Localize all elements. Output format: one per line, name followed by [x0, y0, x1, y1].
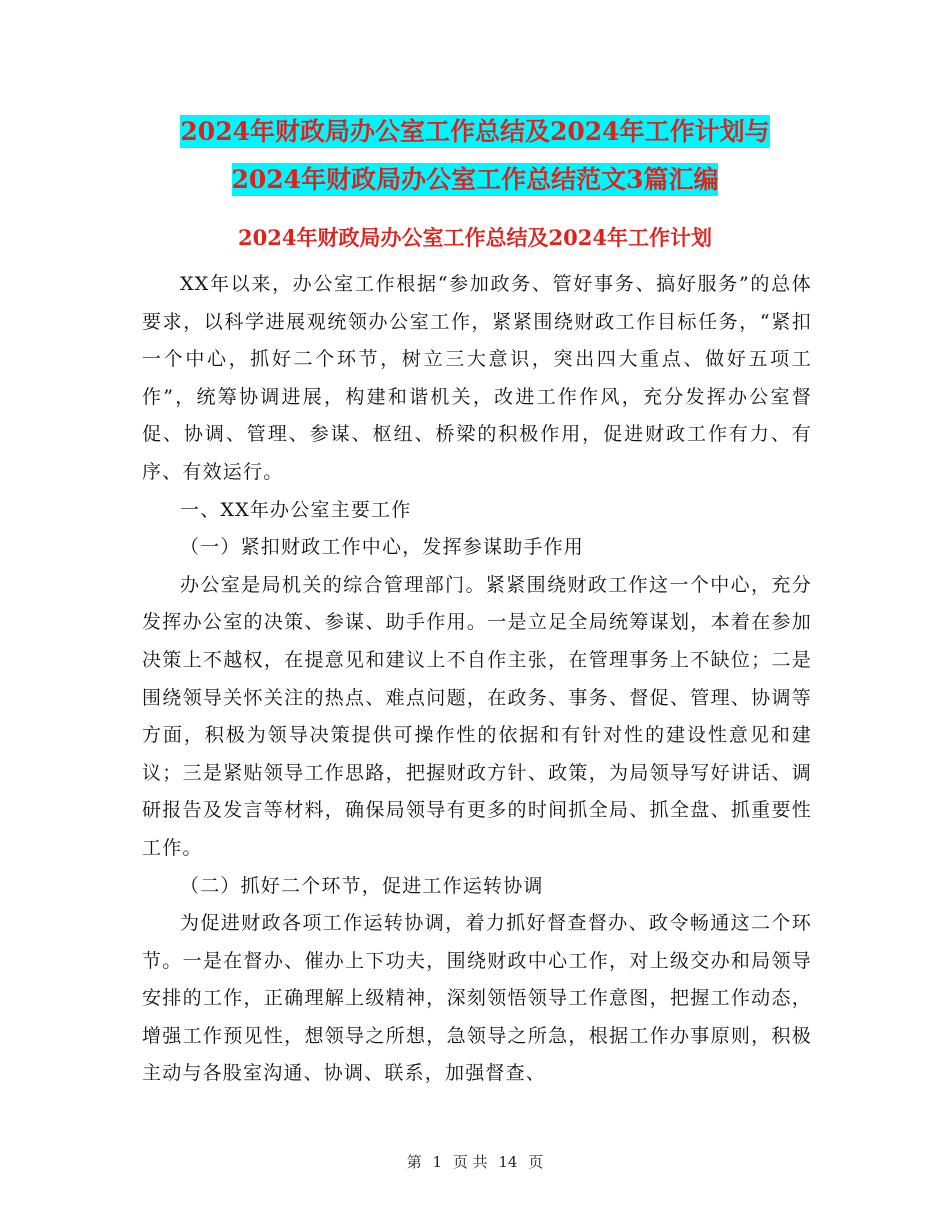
- footer-page-number: 1: [432, 1153, 443, 1171]
- footer-mid: 页 共: [452, 1153, 488, 1171]
- document-title: [100, 108, 850, 204]
- document-title-line-1: 2024年财政局办公室工作总结及2024年工作计划与: [180, 117, 770, 146]
- heading-section-1: 一、XX年办公室主要工作: [180, 498, 412, 521]
- page-footer: [0, 1151, 950, 1172]
- section-title: 2024年财政局办公室工作总结及2024年工作计划: [238, 225, 712, 250]
- footer-total-pages: 14: [498, 1153, 518, 1171]
- document-body: [142, 266, 812, 1093]
- paragraph-subsection-2: 为促进财政各项工作运转协调，着力抓好督查督办、政令畅通这二个环节。一是在督办、催办上下功夫，围绕财政中心工作，对上级交办和局领导安排的工作，正确理解上级精神，深刻领悟领导工作意图，把握工作动态，增强工作预见性，想领导之所想，急领导之所急，根据工作办事原则，积极主动与各股室沟通、协调、联系，加强督查、: [142, 912, 812, 1085]
- paragraph-subsection-1: 办公室是局机关的综合管理部门。紧紧围绕财政工作这一个中心，充分发挥办公室的决策、参谋、助手作用。一是立足全局统筹谋划，本着在参加决策上不越权，在提意见和建议上不自作主张，在管理事务上不缺位；二是围绕领导关怀关注的热点、难点问题，在政务、事务、督促、管理、协调等方面，积极为领导决策提供可操作性的依据和有针对性的建设性意见和建议；三是紧贴领导工作思路，把握财政方针、政策，为局领导写好讲话、调研报告及发言等材料，确保局领导有更多的时间抓全局、抓全盘、抓重要性工作。: [142, 573, 812, 859]
- footer-prefix: 第: [406, 1153, 422, 1171]
- footer-suffix: 页: [528, 1153, 544, 1171]
- document-title-line-2: 2024年财政局办公室工作总结范文3篇汇编: [231, 165, 719, 194]
- heading-subsection-2: （二）抓好二个环节，促进工作运转协调: [180, 874, 544, 897]
- heading-subsection-1: （一）紧扣财政工作中心，发挥参谋助手作用: [180, 536, 585, 559]
- paragraph-intro: XX年以来，办公室工作根据“参加政务、管好事务、搞好服务”的总体要求，以科学进展观统领办公室工作，紧紧围绕财政工作目标任务，“紧扣一个中心，抓好二个环节，树立三大意识，突出四大重点、做好五项工作”，统筹协调进展，构建和谐机关，改进工作作风，充分发挥办公室督促、协调、管理、参谋、枢纽、桥梁的积极作用，促进财政工作有力、有序、有效运行。: [142, 273, 812, 483]
